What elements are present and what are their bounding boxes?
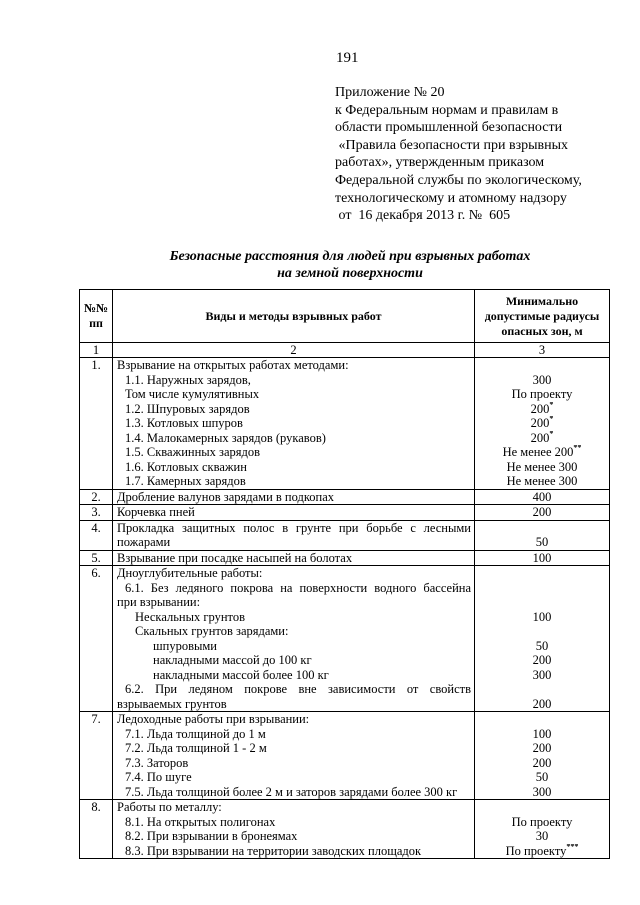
description-line: Корчевка пней: [117, 505, 195, 519]
work-description: [113, 358, 475, 490]
description-line: 7.5. Льда толщиной более 2 м и заторов зарядами более 300 кг: [125, 784, 458, 799]
description-line: 1.7. Камерных зарядов: [125, 474, 246, 488]
header-num: №№ пп: [80, 290, 113, 343]
radius-value: 200*: [530, 416, 554, 430]
description-line: 7.1. Льда толщиной до 1 м: [125, 726, 266, 741]
danger-radius: [475, 505, 610, 521]
danger-radius: [475, 489, 610, 505]
radius-value: 200: [532, 505, 552, 519]
work-description: [113, 520, 475, 550]
work-description: [113, 505, 475, 521]
radius-value: [475, 566, 609, 581]
footnote-mark: *: [549, 401, 554, 409]
description-line: Работы по металлу:: [117, 800, 222, 814]
description-line: 1.6. Котловых скважин: [125, 459, 247, 474]
header-line: Федеральной службы по экологическому,: [335, 172, 582, 188]
radius-value: [475, 624, 609, 639]
radius-value: 50: [535, 535, 549, 549]
radius-value: 100: [532, 550, 552, 565]
radius-value: По проекту***: [505, 843, 579, 858]
radius-value: 100: [532, 726, 552, 741]
radius-value: 200: [532, 696, 552, 711]
radius-value: Не менее 300: [506, 459, 578, 474]
row-number: 1.: [80, 358, 113, 490]
footnote-mark: **: [573, 445, 582, 452]
radius-value: 50: [535, 638, 549, 653]
row-number: 7.: [80, 712, 113, 800]
description-line: Взрывание на открытых работах методами:: [117, 358, 349, 372]
description-line: Дробление валунов зарядами в подкопах: [117, 489, 335, 504]
radius-value: По проекту: [511, 387, 573, 401]
table-row: [80, 520, 610, 550]
table-row: [80, 566, 610, 712]
radius-value: 200*: [530, 401, 554, 416]
radius-value: 200: [532, 755, 552, 770]
radius-value: 300: [532, 372, 552, 387]
document-title: [80, 248, 620, 282]
description-line: 8.3. При взрывании на территории заводских площадок: [125, 843, 422, 858]
description-line: 1.3. Котловых шпуров: [125, 416, 243, 430]
danger-radius: [475, 800, 610, 859]
column-numbers-row: [80, 343, 610, 358]
table-row: [80, 712, 610, 800]
footnote-mark: *: [549, 416, 554, 423]
appendix-header: [335, 84, 635, 225]
description-line: Прокладка защитных полос в грунте при борьбе с лесными: [117, 520, 471, 535]
footnote-mark: *: [549, 430, 554, 438]
header-methods: Виды и методы взрывных работ: [113, 290, 475, 343]
description-line: Взрывание при посадке насыпей на болотах: [117, 550, 353, 565]
radius-value: Не менее 200**: [502, 445, 582, 459]
description-line: 1.4. Малокамерных зарядов (рукавов): [125, 430, 326, 445]
description-line: Нескальных грунтов: [135, 609, 245, 624]
page-number: 191: [336, 50, 359, 66]
description-line: 1.5. Скважинных зарядов: [125, 445, 261, 459]
header-line: Приложение № 20: [335, 85, 445, 100]
description-line: 7.4. По шуге: [125, 770, 192, 784]
header-line: к Федеральным нормам и правилам в: [335, 102, 559, 118]
radius-value: 300: [532, 784, 552, 799]
work-description: [113, 489, 475, 505]
danger-radius: [475, 358, 610, 490]
table-row: [80, 505, 610, 521]
col-number: 3: [475, 343, 610, 358]
work-description: [113, 800, 475, 859]
radius-value: [475, 521, 609, 536]
description-line: Том числе кумулятивных: [125, 387, 260, 401]
danger-radius: [475, 550, 610, 566]
description-line: 8.2. При взрывании в бронеямах: [125, 829, 298, 843]
radius-value: [475, 800, 609, 815]
radius-value: 200: [532, 653, 552, 667]
header-line: «Правила безопасности при взрывных: [335, 137, 569, 153]
title-line: Безопасные расстояния для людей при взрывных работах: [169, 249, 531, 264]
description-line: 1.1. Наружных зарядов,: [125, 372, 251, 387]
radius-value: [475, 682, 609, 697]
description-line: 6.1. Без ледяного покрова на поверхности водного бассейна: [125, 580, 471, 595]
description-line: 6.2. При ледяном покрове вне зависимости от свойств: [125, 682, 471, 696]
table-row: [80, 358, 610, 490]
description-line: при взрывании:: [117, 595, 201, 609]
radius-value: Не менее 300: [506, 474, 578, 488]
header-line: работах», утвержденным приказом: [335, 155, 545, 171]
description-line: Скальных грунтов зарядами:: [135, 624, 289, 638]
row-number: 6.: [80, 566, 113, 712]
description-line: шпуровыми: [153, 638, 217, 653]
table-row: [80, 800, 610, 859]
description-line: накладными массой до 100 кг: [153, 653, 312, 667]
table-row: [80, 550, 610, 566]
description-line: Ледоходные работы при взрывании:: [117, 712, 310, 726]
radius-value: 30: [535, 829, 549, 843]
radius-value: 50: [535, 770, 549, 784]
header-line: области промышленной безопасности: [335, 120, 563, 136]
row-number: 8.: [80, 800, 113, 859]
danger-radius: [475, 520, 610, 550]
description-line: пожарами: [117, 535, 171, 549]
radius-value: [475, 358, 609, 373]
work-description: [113, 712, 475, 800]
radius-value: [475, 712, 609, 727]
row-number: 4.: [80, 520, 113, 550]
radius-value: [475, 595, 609, 610]
row-number: 5.: [80, 550, 113, 566]
description-line: 1.2. Шпуровых зарядов: [125, 401, 250, 416]
danger-zones-table: [79, 289, 610, 859]
header-line: от 16 декабря 2013 г. № 605: [335, 208, 511, 224]
description-line: 7.3. Заторов: [125, 755, 189, 770]
description-line: 8.1. На открытых полигонах: [125, 814, 276, 829]
row-number: 2.: [80, 489, 113, 505]
radius-value: 400: [532, 489, 552, 504]
danger-radius: [475, 712, 610, 800]
work-description: [113, 566, 475, 712]
footnote-mark: ***: [566, 843, 579, 851]
radius-value: 200*: [530, 430, 554, 445]
work-description: [113, 550, 475, 566]
header-radius: Минимально допустимые радиусы опасных зон, м: [475, 290, 610, 343]
row-number: 3.: [80, 505, 113, 521]
title-line: на земной поверхности: [277, 266, 423, 281]
description-line: Дноуглубительные работы:: [117, 566, 263, 580]
description-line: взрываемых грунтов: [117, 696, 227, 711]
radius-value: 200: [532, 741, 552, 755]
col-number: 2: [113, 343, 475, 358]
table-row: [80, 489, 610, 505]
header-line: технологическому и атомному надзору: [335, 190, 567, 206]
danger-radius: [475, 566, 610, 712]
col-number: 1: [80, 343, 113, 358]
radius-value: 300: [532, 667, 552, 682]
radius-value: По проекту: [511, 814, 573, 829]
radius-value: 100: [532, 609, 552, 624]
description-line: 7.2. Льда толщиной 1 - 2 м: [125, 741, 267, 755]
radius-value: [475, 581, 609, 596]
description-line: накладными массой более 100 кг: [153, 667, 329, 682]
